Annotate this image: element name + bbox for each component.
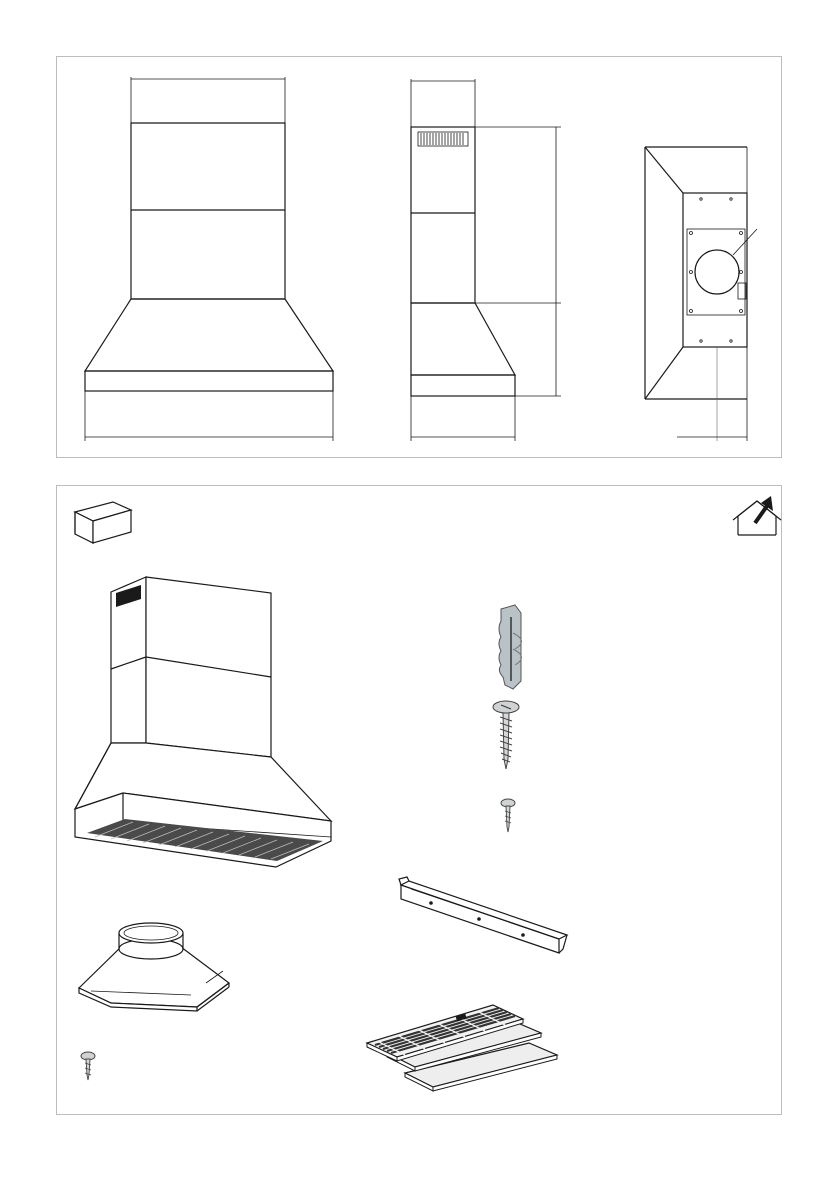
side-view — [411, 79, 561, 441]
dimensions-panel — [56, 56, 782, 458]
package-box-icon — [75, 502, 131, 543]
wall-plug — [499, 605, 522, 689]
dimension-drawings — [57, 57, 783, 459]
vent-grille — [418, 132, 468, 146]
recirculation-duct-adapter — [79, 923, 229, 1011]
components-panel — [56, 485, 782, 1115]
indoor-exhaust-icon — [733, 496, 781, 535]
adapter-screw — [81, 1052, 95, 1080]
grease-filters — [367, 1005, 557, 1091]
front-view — [85, 77, 333, 441]
small-screw — [501, 799, 515, 832]
chimney-hood — [75, 577, 331, 867]
component-drawings — [57, 486, 783, 1116]
top-view — [645, 147, 757, 441]
wood-screw — [493, 701, 519, 769]
wall-bracket — [399, 877, 567, 953]
